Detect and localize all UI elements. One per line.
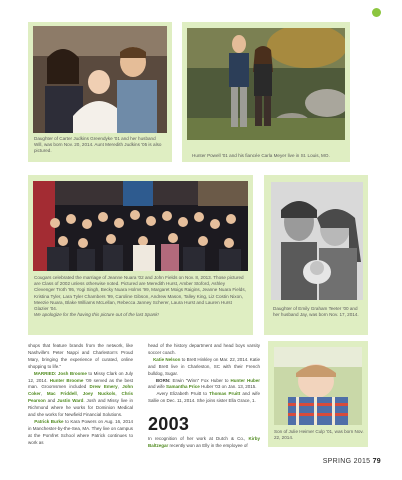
photo-3-image	[33, 181, 248, 271]
photo-4-caption: Daughter of Emily Graham Teeter '00 and her husband Jay, was born Nov. 17, 2014.	[273, 306, 359, 318]
photo-5-caption: Son of Julie Heimer Culp '01, was born Nov. 22, 2014.	[274, 429, 364, 441]
photo-2-caption: Hunter Powell '01 and his fiancée Carla Meyer live in St. Louis, MO.	[192, 153, 330, 158]
class-year-heading: 2003	[148, 414, 190, 434]
footer-season: SPRING 2015	[322, 458, 371, 465]
married-entry-josh: MARRIED: Josh Broome to Missy Clark on July 12, 2014. Hunter Broome '09 served as the best man. Groomsmen included Drew Emery, John Coker, Mac Friddell, Joey Nuckols, Chris Pearson and Justin Ward. Josh and Missy live in Richmond where he works for Dominion Medical and she works for Newfield Financial Solutions.	[28, 370, 133, 418]
photo-1-caption: Daughter of Carter Judkins Greendyke '01 and her husband Will, was born Nov. 20, 2014. Aunt Meredith Judkins '05 is also pictured.	[34, 136, 162, 154]
born-entry-pruitt: Avery Elizabeth Pruitt to Thomas Pruitt and wife Sallie on Dec. 11, 2014. She joins sister Ella Grace, 1.	[148, 391, 260, 404]
recognition-entry: In recognition of her work at Dutch & Co., Kirby Baltzegar recently won an Elly in the employee of	[148, 436, 260, 448]
married-entry-patrick: Patrick Burke to Kara Powers on Aug. 16, 2014 in Manchester-by-the-Sea, MA. They live on campus at the Pomfret School where Patrick continues to work as	[28, 418, 133, 445]
photo-frame-2	[182, 22, 350, 162]
photo-2-image	[187, 28, 345, 140]
photo-4-image	[271, 182, 363, 300]
column2-intro: head of the history department and head boys varsity soccer coach.	[148, 343, 260, 355]
photo-5-image	[274, 347, 362, 425]
photo-frame-3	[28, 175, 253, 335]
page-number: 79	[372, 458, 381, 465]
photo-3-caption: Cougars celebrated the marriage of Jeanne Nuara '02 and John Fields on Nov. 8, 2013. Those pictured are Class of 2002 unless otherwise noted. Pictured are Meredith Hurst, Amber Stoford, Ashley Clevenger Troth '95, Yogi Singh, Becky Nuara Holms '99, Margaret Moigs Raigins, Jeanne Nuara Fields, Kristina Tyler, Lara Tyler Chambers '99, Caroline Gibson, Andrew Mason, Talley King, Liz Costin Nixon, Meezie Nuara, Blake Williams McLellan, Rebecca Janney Scherer, Laura Hurst and Lauren Hurst Glazier '04. We apologize for the having this picture out of the last Spank!	[34, 275, 246, 318]
photo-1-image	[33, 26, 167, 133]
photo-frame-4	[264, 175, 368, 335]
photo-frame-1	[28, 22, 172, 162]
born-entry-huber: BORN: Erwin "Winn" Fox Huber to Hunter Huber and wife Samantha Price Huber '03 on Jan. 13, 2015.	[148, 377, 260, 390]
married-entry-katie: Katie Nelson to Brett Hinkley on Mar. 22, 2014. Katie and Brett live in Charleston, SC with their French bulldog, Sugar.	[148, 356, 260, 376]
column1-intro: shops that feature brands from the network, like Nashville's Peter Nappi and Charleston's Proud Mary, bringing the experience of curated, online shopping to life."	[28, 343, 133, 369]
text-column-1	[28, 343, 133, 447]
photo-frame-5	[268, 341, 368, 447]
page-footer	[323, 458, 381, 465]
text-column-2	[148, 343, 260, 405]
decorative-green-dot	[372, 8, 381, 17]
photo-3-caption-apology: We apologize for the having this picture out of the last Spank!	[34, 312, 159, 318]
